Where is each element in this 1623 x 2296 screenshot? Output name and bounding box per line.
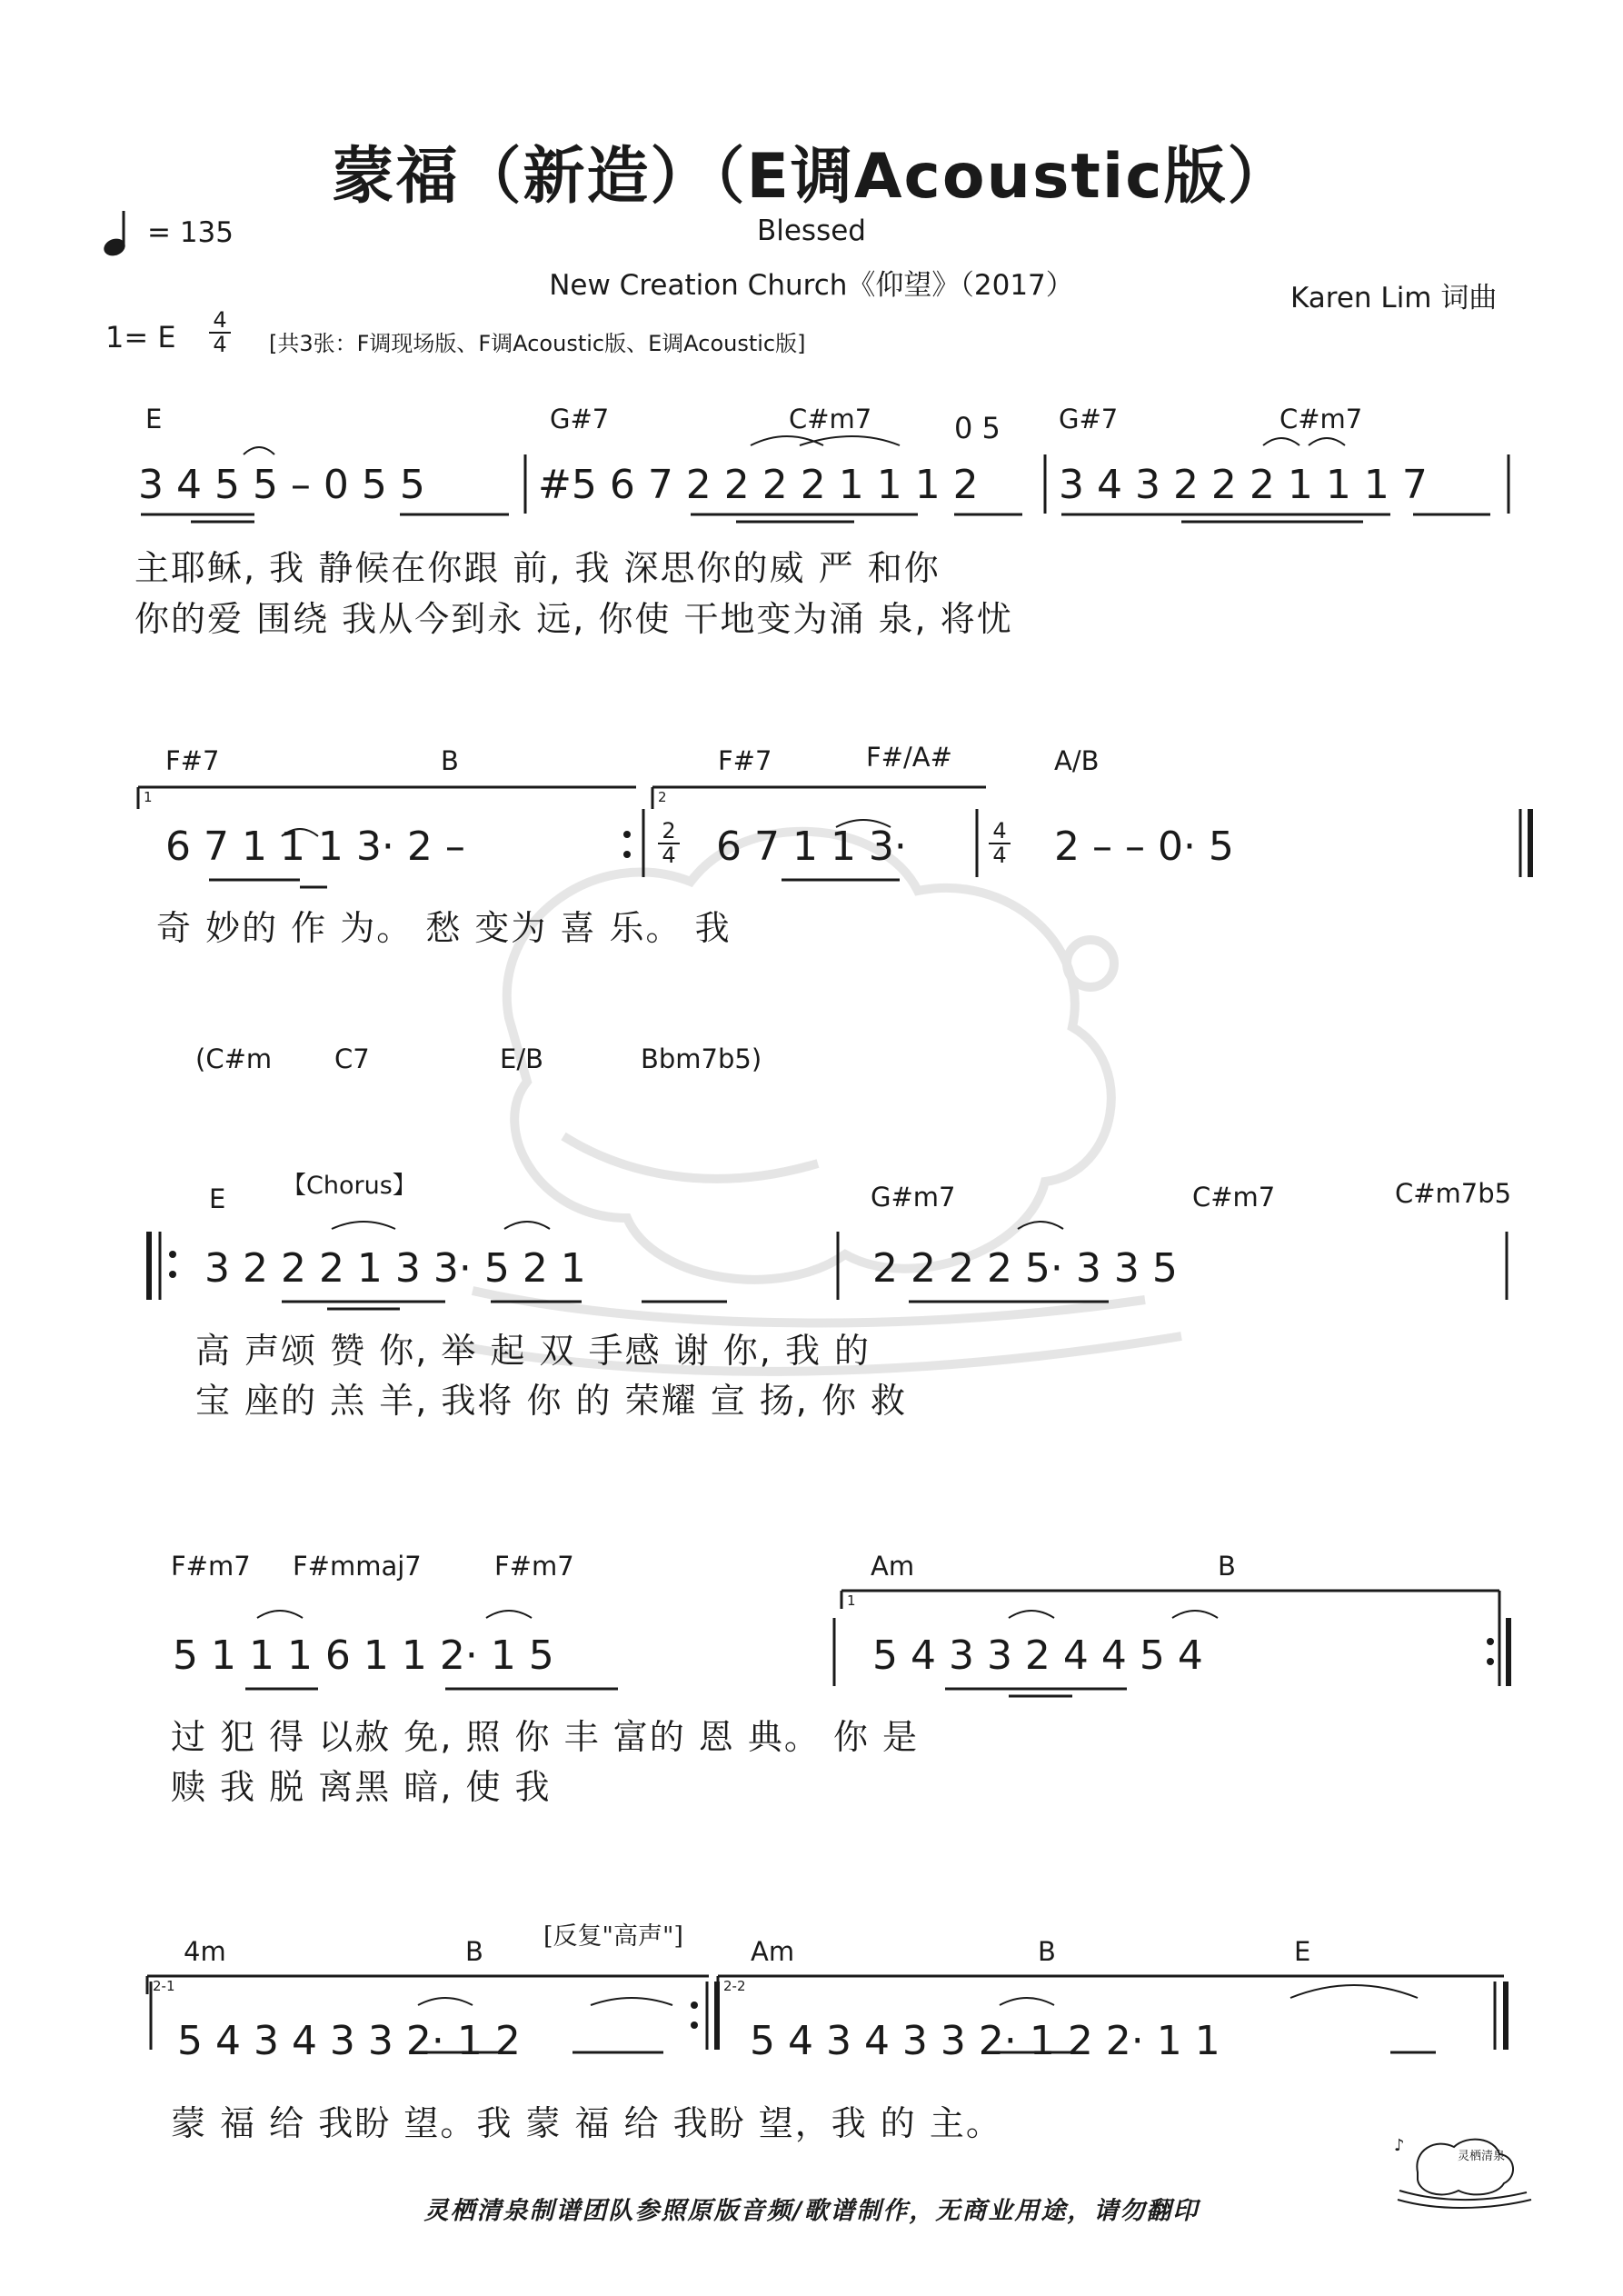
chord: C#m7	[1279, 404, 1363, 434]
chord: B	[1218, 1551, 1236, 1582]
chord: E	[1294, 1936, 1311, 1967]
ending-number: 1	[847, 1592, 856, 1609]
lyrics-verse-1: 奇 妙的 作 为。 愁 变为 喜 乐。 我	[156, 908, 732, 948]
notation-measure: 3 4 3 2 2 2 1 1 1 7	[1059, 462, 1428, 508]
alt-chord: Bbm7b5)	[641, 1043, 762, 1074]
page-title: 蒙福（新造）（E调Acoustic版）	[332, 141, 1291, 213]
chord: G#7	[1059, 404, 1119, 434]
version-note: [共3张：F调现场版、F调Acoustic版、E调Acoustic版]	[269, 331, 806, 356]
lyrics-verse-1: 主耶稣, 我 静候在你跟 前, 我 深思你的威 严 和你	[134, 548, 941, 588]
time-top: 4	[992, 818, 1007, 844]
svg-text:♪: ♪	[1394, 2136, 1405, 2155]
lyrics-verse-1: 蒙 福 给 我盼 望。我 蒙 福 给 我盼 望，我 的 主。	[171, 2103, 1002, 2143]
tempo: = 135	[147, 216, 234, 249]
chord: C#m7	[1192, 1182, 1276, 1213]
chord: F#m7	[494, 1551, 574, 1582]
time-top: 4	[213, 307, 227, 333]
chord: A/B	[1054, 745, 1100, 776]
chord: B	[1038, 1936, 1056, 1967]
alt-chord: E/B	[500, 1043, 543, 1074]
ending-number: 2-1	[153, 1978, 175, 1994]
alt-chord: C7	[334, 1043, 370, 1074]
notation-measure: 6 7 1 1 1 3· 2 –	[165, 824, 465, 870]
lyrics-verse-2: 赎 我 脱 离黑 暗, 使 我	[171, 1767, 552, 1807]
notation-measure: 6 7 1 1 3·	[716, 824, 907, 870]
source-line: New Creation Church《仰望》（2017）	[549, 269, 1074, 302]
chord: Am	[871, 1551, 915, 1582]
notation-measure: 5 4 3 4 3 3 2· 1 2 2· 1 1	[750, 2018, 1220, 2064]
notation-measure: 2 2 2 2 5· 3 3 5	[872, 1245, 1178, 1292]
repeat-instruction: [反复"高声"]	[543, 1922, 683, 1951]
ending-number: 2-2	[723, 1978, 746, 1994]
chord: G#7	[550, 404, 610, 434]
lyrics-verse-1: 过 犯 得 以赦 免, 照 你 丰 富的 恩 典。 你 是	[171, 1717, 920, 1757]
time-signature	[658, 820, 680, 866]
time-bottom: 4	[989, 843, 1011, 866]
notation-measure: 5 4 3 4 3 3 2· 1 2	[177, 2018, 521, 2064]
lyrics-verse-1: 高 声颂 赞 你, 举 起 双 手感 谢 你, 我 的	[195, 1331, 871, 1371]
chord: 0 5	[954, 411, 1001, 445]
time-top: 2	[662, 818, 676, 844]
chord: E	[209, 1183, 226, 1214]
chord: F#mmaj7	[293, 1551, 422, 1582]
chord: 4m	[184, 1936, 226, 1967]
lyrics-verse-2: 宝 座的 羔 羊, 我将 你 的 荣耀 宣 扬, 你 救	[195, 1381, 908, 1421]
composer: Karen Lim 词曲	[1290, 282, 1498, 314]
footer-notice: 灵栖清泉制谱团队参照原版音频/歌谱制作，无商业用途，请勿翻印	[423, 2197, 1200, 2225]
notation-measure: 3 4 5 5 – 0 5 5	[138, 462, 425, 508]
key-signature: 1= E	[105, 320, 176, 354]
section-label-chorus: 【Chorus】	[282, 1172, 417, 1200]
time-signature	[989, 820, 1011, 866]
chord: F#7	[165, 745, 220, 776]
notation-measure: 5 1 1 1 6 1 1 2· 1 5	[173, 1632, 554, 1679]
notation-measure: 3 2 2 2 1 3 3· 5 2 1	[204, 1245, 586, 1292]
chord: F#7	[718, 745, 772, 776]
time-bottom: 4	[658, 843, 680, 866]
lyrics-verse-2: 你的爱 围绕 我从今到永 远, 你使 干地变为涌 泉, 将忧	[134, 599, 1013, 639]
ending-number: 1	[144, 789, 153, 805]
chord: B	[465, 1936, 483, 1967]
ending-number: 2	[658, 789, 667, 805]
subtitle: Blessed	[756, 215, 866, 247]
chord: C#m7b5	[1395, 1178, 1512, 1209]
notation-measure: 2 – – 0· 5	[1054, 824, 1234, 870]
notation-measure: #5 6 7 2 2 2 2 1 1 1 2	[538, 462, 979, 508]
logo-text: 灵栖清泉	[1458, 2150, 1506, 2163]
chord: E	[145, 404, 163, 434]
time-bottom: 4	[209, 332, 231, 355]
notation-measure: 5 4 3 3 2 4 4 5 4	[872, 1632, 1203, 1679]
chord: G#m7	[871, 1182, 956, 1213]
chord: F#m7	[171, 1551, 251, 1582]
chord: C#m7	[789, 404, 872, 434]
chord: B	[441, 745, 459, 776]
chord: F#/A#	[866, 742, 952, 773]
sheep-logo-icon	[1381, 2127, 1536, 2209]
chord: Am	[751, 1936, 795, 1967]
alt-chord: (C#m	[195, 1043, 273, 1074]
